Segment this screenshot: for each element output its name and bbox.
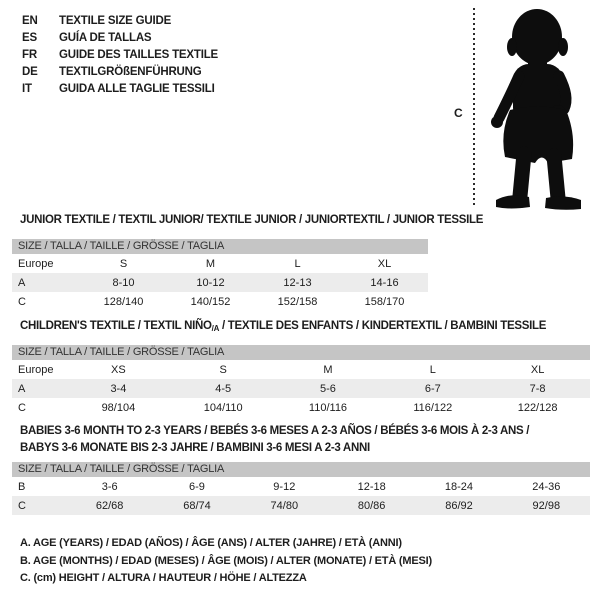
footnote-b: B. AGE (MONTHS) / EDAD (MESES) / ÂGE (MOIS) / ALTER (MONATE) / ETÀ (MESI) (20, 554, 432, 567)
language-row (22, 47, 218, 64)
row-label: C (18, 401, 26, 414)
row-label: C (18, 295, 26, 308)
table-cell: 104/110 (203, 401, 243, 414)
babies-table-title (20, 423, 529, 457)
table-cell: 3-4 (110, 382, 127, 395)
size-header-bar: SIZE / TALLA / TAILLE / GRÖSSE / TAGLIA (12, 239, 428, 254)
row-label: A (18, 382, 26, 395)
table-cell: 110/116 (308, 401, 348, 414)
title-subscript: /A (211, 324, 220, 333)
title-line: BABYS 3-6 MONATE BIS 2-3 JAHRE / BAMBINI 3-6 MESI A 2-3 ANNI (20, 442, 370, 454)
table-cell: 62/68 (95, 499, 124, 512)
title-part: CHILDREN'S TEXTILE / TEXTIL NIÑO (20, 320, 212, 332)
size-header-bar: SIZE / TALLA / TAILLE / GRÖSSE / TAGLIA (12, 345, 590, 360)
table-cell: 74/80 (270, 499, 299, 512)
table-row (12, 379, 590, 398)
table-cell: 128/140 (103, 295, 144, 308)
guide-title: GUIDE DES TAILLES TEXTILE (59, 49, 218, 61)
row-label: Europe (18, 257, 54, 270)
language-row (22, 30, 218, 47)
table-cell: 6-9 (189, 480, 205, 493)
table-cell: 8-10 (112, 276, 135, 289)
row-label: C (18, 499, 26, 512)
table-cell: 68/74 (183, 499, 211, 512)
table-row (12, 496, 590, 515)
table-cell: 7-8 (529, 382, 546, 395)
table-cell: S (119, 257, 128, 270)
footnotes (20, 535, 432, 588)
guide-title: TEXTILE SIZE GUIDE (59, 15, 172, 27)
table-cell: 86/92 (445, 499, 473, 512)
table-cell: 18-24 (444, 480, 474, 493)
title-line: BABIES 3-6 MONTH TO 2-3 YEARS / BEBÉS 3-6 MESES A 2-3 AÑOS / BÉBÉS 3-6 MOIS À 2-3 ANS / (20, 425, 530, 437)
table-cell: 80/86 (357, 499, 386, 512)
size-header-bar: SIZE / TALLA / TAILLE / GRÖSSE / TAGLIA (12, 462, 590, 477)
table-row (12, 398, 590, 417)
table-cell: XL (530, 363, 545, 376)
junior-table-title: JUNIOR TEXTILE / TEXTIL JUNIOR/ TEXTILE JUNIOR / JUNIORTEXTIL / JUNIOR TESSILE (20, 214, 484, 226)
table-cell: 12-18 (357, 480, 386, 493)
footnote-c: C. (cm) HEIGHT / ALTURA / HAUTEUR / HÖHE / ALTEZZA (20, 572, 307, 584)
table-cell: L (294, 257, 301, 270)
baby-silhouette-icon (486, 6, 592, 210)
language-code: IT (22, 83, 32, 95)
height-dotted-line (473, 8, 475, 208)
table-cell: XS (111, 363, 126, 376)
footnote-a: A. AGE (YEARS) / EDAD (AÑOS) / ÂGE (ANS) / ALTER (JAHRE) / ETÀ (ANNI) (20, 537, 402, 549)
table-cell: M (205, 257, 216, 270)
guide-title: GUÍA DE TALLAS (59, 32, 152, 44)
language-code: ES (22, 32, 37, 44)
table-cell: 14-16 (370, 276, 399, 289)
language-row (22, 64, 218, 81)
table-cell: L (429, 363, 436, 376)
table-cell: 24-36 (532, 480, 561, 493)
row-label: Europe (18, 363, 54, 376)
language-title-list (22, 13, 218, 98)
language-code: FR (22, 49, 37, 61)
table-cell: 158/170 (364, 295, 405, 308)
junior-size-table (12, 239, 428, 311)
table-cell: 98/104 (101, 401, 136, 414)
guide-title: TEXTILGRÖßENFÜHRUNG (59, 66, 202, 78)
table-cell: 6-7 (424, 382, 441, 395)
table-cell: 5-6 (320, 382, 336, 395)
table-row (12, 292, 428, 311)
table-cell: 122/128 (517, 401, 558, 414)
table-row (12, 360, 590, 379)
row-label: A (18, 276, 26, 289)
babies-size-table (12, 462, 590, 515)
table-cell: 116/122 (413, 401, 453, 414)
table-cell: 3-6 (101, 480, 118, 493)
row-label: B (18, 480, 26, 493)
language-row (22, 13, 218, 30)
children-table-title (20, 320, 546, 333)
table-cell: 10-12 (196, 276, 225, 289)
language-row (22, 81, 218, 98)
table-cell: 140/152 (190, 295, 231, 308)
language-code: DE (22, 66, 38, 78)
table-cell: S (219, 363, 227, 376)
title-part: / TEXTILE DES ENFANTS / KINDERTEXTIL / BAMBINI TESSILE (219, 320, 547, 332)
table-cell: XL (377, 257, 392, 270)
language-code: EN (22, 15, 38, 27)
table-cell: M (323, 363, 333, 376)
table-cell: 152/158 (277, 295, 318, 308)
guide-title: GUIDA ALLE TAGLIE TESSILI (59, 83, 215, 95)
table-row (12, 254, 428, 273)
table-cell: 92/98 (532, 499, 561, 512)
table-cell: 12-13 (283, 276, 312, 289)
height-measure-label: C (454, 106, 463, 120)
table-cell: 9-12 (273, 480, 296, 493)
table-cell: 4-5 (215, 382, 232, 395)
table-row (12, 477, 590, 496)
children-size-table (12, 345, 590, 417)
table-row (12, 273, 428, 292)
